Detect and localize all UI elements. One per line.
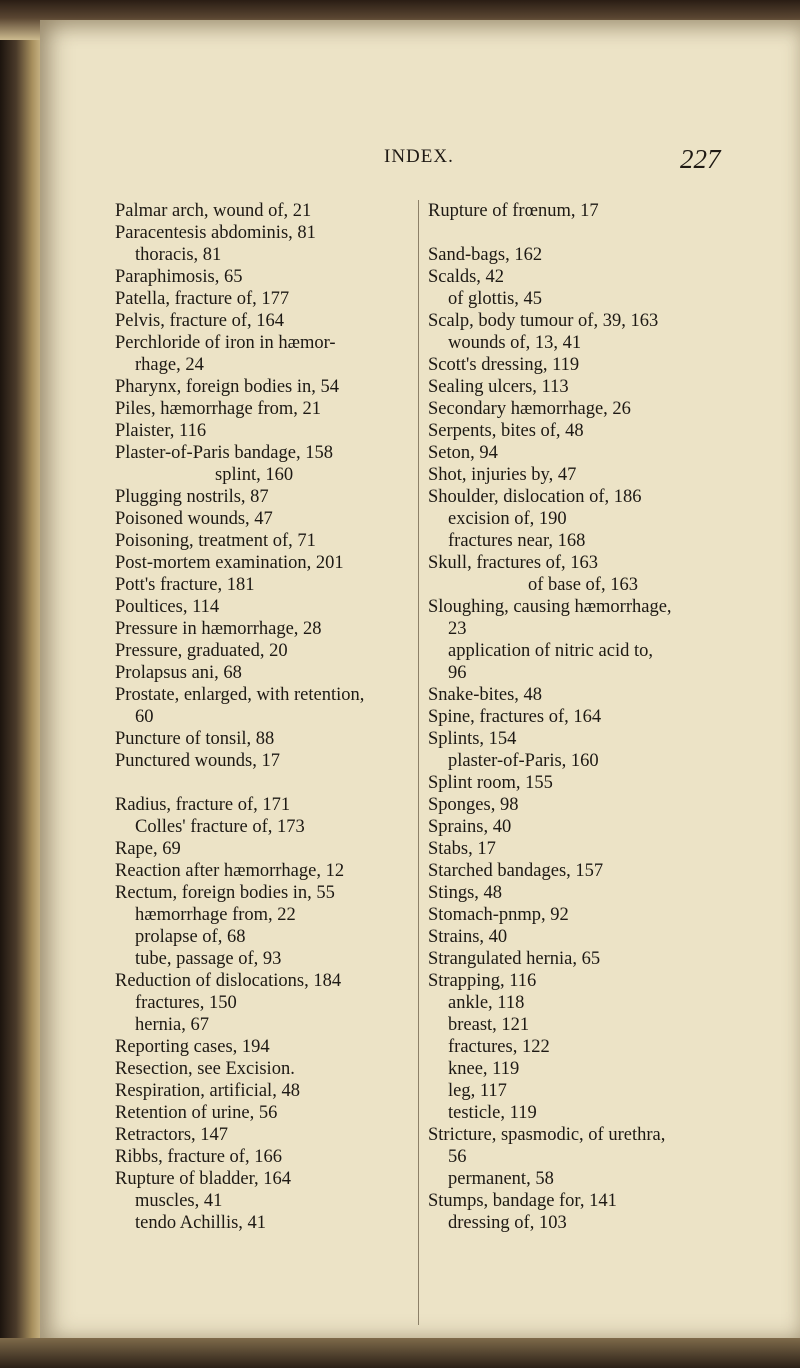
index-entry: Pelvis, fracture of, 164	[115, 311, 285, 331]
index-subentry: thoracis, 81	[135, 245, 222, 265]
index-entry: Rupture of bladder, 164	[115, 1169, 291, 1189]
index-column-left	[115, 200, 415, 1234]
index-subentry: hernia, 67	[135, 1015, 209, 1035]
running-head-title: INDEX.	[384, 146, 454, 167]
index-entry: Reaction after hæmorrhage, 12	[115, 861, 345, 881]
index-entry: Stabs, 17	[428, 839, 496, 859]
index-entry: Rectum, foreign bodies in, 55	[115, 883, 335, 903]
index-subentry: tube, passage of, 93	[135, 949, 282, 969]
index-entry: Sponges, 98	[428, 795, 519, 815]
index-entry: Snake-bites, 48	[428, 685, 543, 705]
index-subentry: testicle, 119	[448, 1103, 537, 1123]
index-entry: Piles, hæmorrhage from, 21	[115, 399, 322, 419]
index-entry: Stings, 48	[428, 883, 503, 903]
index-subentry: splint, 160	[215, 465, 294, 485]
index-entry: Strains, 40	[428, 927, 508, 947]
index-entry: Pharynx, foreign bodies in, 54	[115, 377, 340, 397]
index-subentry: Colles' fracture of, 173	[135, 817, 305, 837]
index-entry: Plugging nostrils, 87	[115, 487, 269, 507]
index-entry: Stumps, bandage for, 141	[428, 1191, 617, 1211]
index-entry: Skull, fractures of, 163	[428, 553, 599, 573]
index-entry: Scalp, body tumour of, 39, 163	[428, 311, 659, 331]
index-entry: Spine, fractures of, 164	[428, 707, 602, 727]
index-entry: Perchloride of iron in hæmor-	[115, 333, 336, 353]
index-subentry: 56	[448, 1147, 467, 1167]
index-entry: Poultices, 114	[115, 597, 220, 617]
section-gap	[115, 772, 415, 794]
index-entry: Puncture of tonsil, 88	[115, 729, 275, 749]
index-entry: Resection, see Excision.	[115, 1059, 295, 1079]
index-subentry: dressing of, 103	[448, 1213, 567, 1233]
index-entry: Stomach-pnmp, 92	[428, 905, 569, 925]
index-entry: Sand-bags, 162	[428, 245, 543, 265]
index-entry: Rape, 69	[115, 839, 181, 859]
index-entry: Starched bandages, 157	[428, 861, 604, 881]
index-entry: Sloughing, causing hæmorrhage,	[428, 597, 672, 617]
index-entry: Sprains, 40	[428, 817, 512, 837]
index-subentry: leg, 117	[448, 1081, 507, 1101]
index-entry: Shoulder, dislocation of, 186	[428, 487, 642, 507]
index-entry: Plaster-of-Paris bandage, 158	[115, 443, 333, 463]
index-subentry: wounds of, 13, 41	[448, 333, 582, 353]
index-subentry: 60	[135, 707, 154, 727]
index-entry: Shot, injuries by, 47	[428, 465, 577, 485]
index-subentry: 23	[448, 619, 467, 639]
index-entry: Prolapsus ani, 68	[115, 663, 242, 683]
index-entry: Strapping, 116	[428, 971, 537, 991]
index-subentry: fractures, 150	[135, 993, 237, 1013]
page-bottom-edge	[0, 1338, 800, 1368]
section-gap	[428, 222, 718, 244]
column-divider	[418, 200, 419, 1325]
index-subentry: application of nitric acid to,	[448, 641, 653, 661]
index-entry: Reporting cases, 194	[115, 1037, 270, 1057]
index-entry: Plaister, 116	[115, 421, 207, 441]
index-entry: Retractors, 147	[115, 1125, 229, 1145]
index-entry: Paracentesis abdominis, 81	[115, 223, 316, 243]
index-entry: Punctured wounds, 17	[115, 751, 280, 771]
index-subentry: hæmorrhage from, 22	[135, 905, 296, 925]
index-entry: Respiration, artificial, 48	[115, 1081, 300, 1101]
index-subentry: fractures, 122	[448, 1037, 550, 1057]
index-subentry: of glottis, 45	[448, 289, 543, 309]
index-entry: Poisoned wounds, 47	[115, 509, 273, 529]
index-subentry: knee, 119	[448, 1059, 520, 1079]
index-subentry: permanent, 58	[448, 1169, 554, 1189]
index-entry: Seton, 94	[428, 443, 498, 463]
index-subentry: muscles, 41	[135, 1191, 223, 1211]
index-entry: Reduction of dislocations, 184	[115, 971, 342, 991]
index-entry: Strangulated hernia, 65	[428, 949, 601, 969]
index-entry: Patella, fracture of, 177	[115, 289, 290, 309]
index-entry: Splints, 154	[428, 729, 517, 749]
index-subentry: prolapse of, 68	[135, 927, 246, 947]
index-entry: Pressure in hæmorrhage, 28	[115, 619, 322, 639]
index-entry: Rupture of frœnum, 17	[428, 201, 599, 221]
index-entry: Splint room, 155	[428, 773, 553, 793]
index-entry: Stricture, spasmodic, of urethra,	[428, 1125, 666, 1145]
page-number: 227	[680, 144, 721, 174]
index-subentry: ankle, 118	[448, 993, 525, 1013]
index-entry: Scalds, 42	[428, 267, 505, 287]
index-subentry: of base of, 163	[528, 575, 638, 595]
index-entry: Scott's dressing, 119	[428, 355, 580, 375]
index-subentry: rhage, 24	[135, 355, 204, 375]
index-entry: Radius, fracture of, 171	[115, 795, 291, 815]
index-entry: Serpents, bites of, 48	[428, 421, 584, 441]
index-entry: Pressure, graduated, 20	[115, 641, 288, 661]
index-entry: Palmar arch, wound of, 21	[115, 201, 312, 221]
index-entry: Sealing ulcers, 113	[428, 377, 569, 397]
index-entry: Paraphimosis, 65	[115, 267, 243, 287]
index-subentry: 96	[448, 663, 467, 683]
index-subentry: tendo Achillis, 41	[135, 1213, 267, 1233]
index-subentry: excision of, 190	[448, 509, 567, 529]
index-entry: Ribbs, fracture of, 166	[115, 1147, 282, 1167]
index-subentry: breast, 121	[448, 1015, 530, 1035]
index-subentry: fractures near, 168	[448, 531, 586, 551]
index-entry: Pott's fracture, 181	[115, 575, 255, 595]
index-column-right	[428, 200, 718, 1234]
index-entry: Prostate, enlarged, with retention,	[115, 685, 365, 705]
index-entry: Secondary hæmorrhage, 26	[428, 399, 631, 419]
index-entry: Post-mortem examination, 201	[115, 553, 344, 573]
index-entry: Retention of urine, 56	[115, 1103, 278, 1123]
index-entry: Poisoning, treatment of, 71	[115, 531, 316, 551]
index-subentry: plaster-of-Paris, 160	[448, 751, 599, 771]
